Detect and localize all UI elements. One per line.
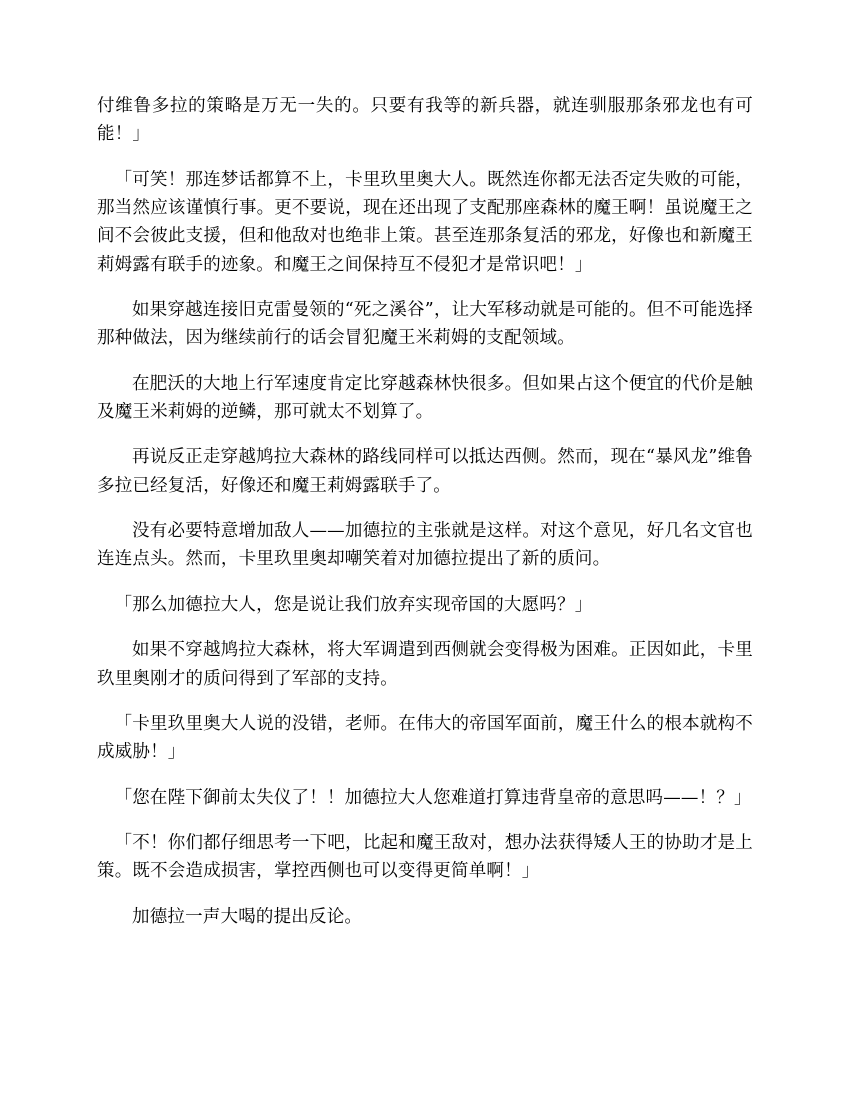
paragraph: 再说反正走穿越鸠拉大森林的路线同样可以抵达西侧。然而，现在“暴风龙”维鲁多拉已经复活，好像还和魔王莉姆露联手了。 <box>97 447 753 496</box>
paragraph: 加德拉一声大喝的提出反论。 <box>132 906 363 927</box>
paragraph: 在肥沃的大地上行军速度肯定比穿越森林快很多。但如果占这个便宜的代价是触及魔王米莉姆的逆鳞，那可就太不划算了。 <box>97 373 753 423</box>
paragraph: 「那么加德拉大人，您是说让我们放弃实现帝国的大愿吗？」 <box>114 594 593 615</box>
paragraph: 「可笑！那连梦话都算不上，卡里玖里奥大人。既然连你都无法否定失败的可能，那当然应该谨慎行事。更不要说，现在还出现了支配那座森林的魔王啊！虽说魔王之间不会彼此支援，但和他敌对也绝非上策。甚至连那条复活的邪龙，好像也和新魔王莉姆露有联手的迹象。和魔王之间保持互不侵犯才是常识吧！」 <box>97 169 753 275</box>
paragraph: 「不！你们都仔细思考一下吧，比起和魔王敌对，想办法获得矮人王的协助才是上策。既不会造成损害，掌控西侧也可以变得更简单啊！」 <box>97 832 753 882</box>
paragraph: 「您在陛下御前太失仪了！！加德拉大人您难道打算违背皇帝的意思吗——！？」 <box>114 787 752 808</box>
document-body <box>97 92 753 931</box>
paragraph: 如果穿越连接旧克雷曼领的“死之溪谷”，让大军移动就是可能的。但不可能选择那种做法，因为继续前行的话会冒犯魔王米莉姆的支配领域。 <box>97 300 753 349</box>
paragraph: 如果不穿越鸠拉大森林，将大军调遣到西侧就会变得极为困难。正因如此，卡里玖里奥刚才的质问得到了军部的支持。 <box>97 640 753 689</box>
paragraph: 没有必要特意增加敌人——加德拉的主张就是这样。对这个意见，好几名文官也连连点头。然而，卡里玖里奥却嘲笑着对加德拉提出了新的质问。 <box>97 521 753 570</box>
paragraph: 「卡里玖里奥大人说的没错，老师。在伟大的帝国军面前，魔王什么的根本就构不成威胁！」 <box>97 713 753 763</box>
paragraph: 付维鲁多拉的策略是万无一失的。只要有我等的新兵器，就连驯服那条邪龙也有可能！」 <box>97 96 753 145</box>
